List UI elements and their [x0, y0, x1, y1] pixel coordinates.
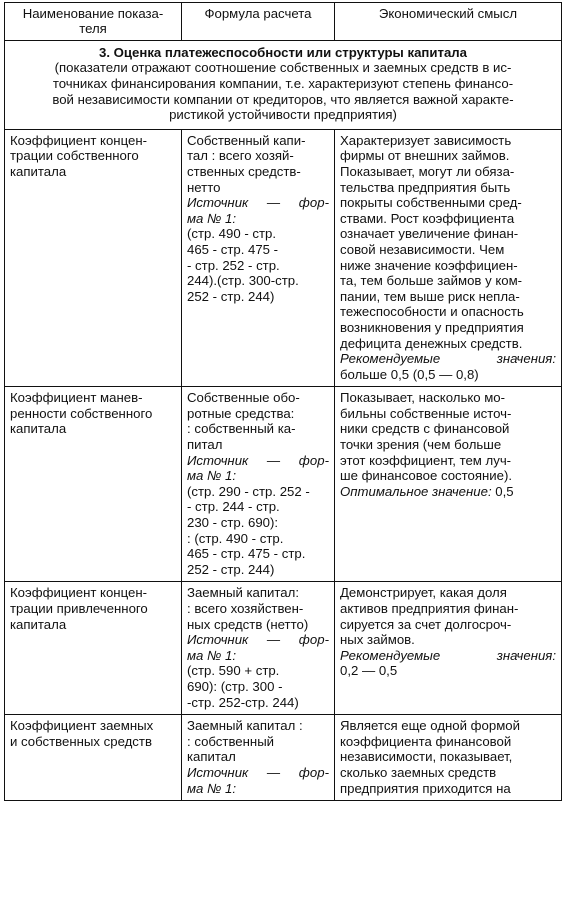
text-line: ренности собственного: [10, 405, 153, 421]
text-line: Заемный капитал:: [187, 585, 299, 601]
recommended-values-label: Рекомендуемые значения:: [340, 647, 556, 663]
economic-meaning-cell: [335, 582, 562, 715]
text-line: (стр. 490 - стр.: [187, 226, 277, 242]
text-line: фирмы от внешних займов.: [340, 148, 510, 164]
header-text: теля: [79, 21, 107, 37]
text-line: (стр. 590 + стр.: [187, 663, 280, 679]
text-line: (стр. 290 - стр. 252 -: [187, 483, 310, 499]
source-label: Источник — фор-: [187, 452, 329, 468]
formula-cell: [182, 129, 335, 387]
text-line: питал: [187, 437, 223, 453]
section-description: [11, 60, 555, 122]
text-line: та, тем больше займов у ком-: [340, 273, 523, 289]
text-line: совой независимости. Чем: [340, 241, 505, 257]
text-line: Коэффициент манев-: [10, 390, 143, 406]
section-row: [5, 40, 562, 129]
text-line: сируется за счет долгосроч-: [340, 616, 512, 632]
text-line: - стр. 252 - стр.: [187, 257, 280, 273]
text-line: ственных средств-: [187, 163, 301, 179]
text-line: Демонстрирует, какая доля: [340, 585, 507, 601]
text-line: активов предприятия финан-: [340, 601, 519, 616]
indicator-name: [5, 715, 182, 801]
economic-meaning-cell: [335, 715, 562, 801]
text-line: бильны собственные источ-: [340, 405, 512, 421]
text-line: 690): (стр. 300 -: [187, 678, 283, 694]
formula-cell: [182, 582, 335, 715]
optimal-value: 0,5: [495, 483, 514, 499]
economic-meaning-cell: [335, 387, 562, 582]
indicator-name: [5, 387, 182, 582]
formula-cell: [182, 387, 335, 582]
text-line: тельства предприятия быть: [340, 179, 511, 195]
economic-meaning-cell: [335, 129, 562, 387]
text-line: : (стр. 490 - стр.: [187, 530, 284, 546]
text-line: Коэффициент концен-: [10, 132, 148, 148]
source-label: ма № 1:: [187, 780, 236, 796]
text-line: капитала: [10, 163, 67, 179]
text-line: Собственный капи-: [187, 132, 306, 148]
optimal-value-line: [340, 484, 556, 500]
text-line: ротные средства:: [187, 405, 295, 421]
header-text: Наименование показа-: [22, 6, 164, 21]
table-row: [5, 715, 562, 801]
text-line: Характеризует зависимость: [340, 132, 512, 148]
text-line: : всего хозяйствен-: [187, 601, 304, 616]
header-formula: Формула расчета: [182, 3, 335, 41]
indicator-name: [5, 582, 182, 715]
text-line: 465 - стр. 475 - стр.: [187, 546, 306, 562]
source-label: Источник — фор-: [187, 764, 329, 780]
text-line: тежеспособности и опасность: [340, 304, 524, 320]
text-line: независимости, показывает,: [340, 749, 513, 765]
text-line: трации собственного: [10, 148, 139, 164]
text-line: возникновения у предприятия: [340, 319, 524, 335]
text-line: точки зрения (чем больше: [340, 437, 502, 453]
text-line: Коэффициент концен-: [10, 585, 148, 601]
text-line: означает увеличение финан-: [340, 226, 519, 242]
text-line: 252 - стр. 244): [187, 288, 275, 304]
table-row: [5, 129, 562, 387]
section-title: 3. Оценка платежеспособности или структуры капитала: [99, 44, 467, 60]
recommended-values: больше 0,5 (0,5 — 0,8): [340, 366, 479, 382]
text-line: 244).(стр. 300-стр.: [187, 273, 299, 289]
text-line: сколько заемных средств: [340, 764, 497, 780]
section-heading-cell: [5, 40, 562, 129]
financial-ratios-table: [4, 2, 562, 801]
text-line: Является еще одной формой: [340, 718, 520, 734]
text-line: -стр. 252-стр. 244): [187, 694, 299, 710]
table-header-row: [5, 3, 562, 41]
text-line: Показывает, могут ли обяза-: [340, 163, 515, 179]
table-row: [5, 582, 562, 715]
optimal-value-label: Оптимальное значение:: [340, 483, 492, 499]
source-label: ма № 1:: [187, 468, 236, 484]
section-description-line: ристикой устойчивости предприятия): [169, 107, 397, 123]
section-description-line: точниках финансирования компании, т.е. характеризуют степень финансо-: [52, 76, 514, 91]
text-line: : собственный ка-: [187, 421, 296, 437]
text-line: пании, тем выше риск непла-: [340, 288, 520, 304]
text-line: ше финансовое состояние).: [340, 468, 513, 484]
table-row: [5, 387, 562, 582]
text-line: - стр. 244 - стр.: [187, 499, 280, 515]
source-label: Источник — фор-: [187, 195, 329, 211]
text-line: Заемный капитал :: [187, 718, 303, 734]
indicator-name: [5, 129, 182, 387]
text-line: Собственные обо-: [187, 390, 300, 406]
source-label: ма № 1:: [187, 647, 236, 663]
text-line: ниже значение коэффициен-: [340, 257, 518, 273]
section-description-line: (показатели отражают соотношение собственных и заемных средств в ис-: [54, 60, 512, 76]
text-line: дефицита денежных средств.: [340, 335, 523, 351]
formula-cell: [182, 715, 335, 801]
text-line: капитал: [187, 749, 236, 765]
header-economic-meaning: Экономический смысл: [335, 3, 562, 41]
text-line: покрыты собственными сред-: [340, 195, 522, 211]
text-line: трации привлеченного: [10, 601, 148, 616]
recommended-values-label: Рекомендуемые значения:: [340, 351, 556, 367]
text-line: и собственных средств: [10, 733, 152, 749]
text-line: коэффициента финансовой: [340, 733, 512, 749]
text-line: капитала: [10, 421, 67, 437]
section-description-line: вой независимости компании от кредиторов, что является важной характе-: [52, 91, 514, 107]
text-line: предприятия приходится на: [340, 780, 511, 796]
source-label: Источник — фор-: [187, 632, 329, 648]
text-line: 465 - стр. 475 -: [187, 241, 279, 257]
text-line: нетто: [187, 179, 221, 195]
text-line: 252 - стр. 244): [187, 561, 275, 577]
text-line: Коэффициент заемных: [10, 718, 154, 734]
recommended-values: 0,2 — 0,5: [340, 663, 398, 679]
text-line: : собственный: [187, 733, 275, 749]
source-label: ма № 1:: [187, 210, 236, 226]
text-line: ствами. Рост коэффициента: [340, 210, 515, 226]
text-line: 230 - стр. 690):: [187, 515, 279, 531]
text-line: Показывает, насколько мо-: [340, 390, 506, 406]
text-line: тал : всего хозяй-: [187, 148, 294, 164]
text-line: капитала: [10, 616, 67, 632]
header-indicator-name: [5, 3, 182, 41]
text-line: этот коэффициент, тем луч-: [340, 452, 512, 468]
text-line: ных займов.: [340, 632, 415, 648]
text-line: ных средств (нетто): [187, 616, 309, 632]
text-line: ники средств с финансовой: [340, 421, 510, 437]
